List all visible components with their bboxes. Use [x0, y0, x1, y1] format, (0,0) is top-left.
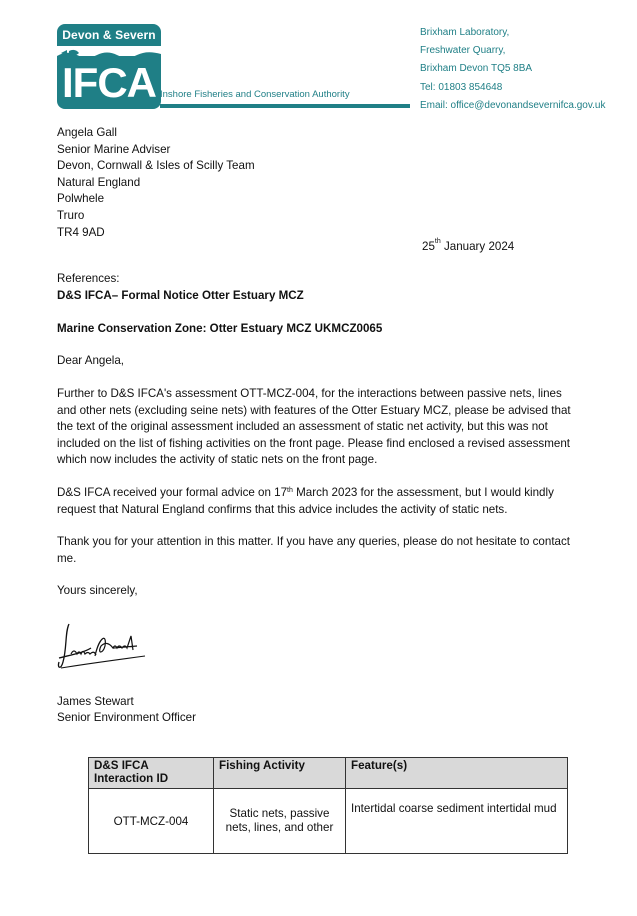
table-cell-id: OTT-MCZ-004 — [89, 789, 214, 854]
signature-image — [55, 618, 151, 674]
letter-date: 25th January 2024 — [422, 238, 515, 253]
table-row — [89, 789, 568, 854]
signatory-title: Senior Environment Officer — [57, 711, 196, 724]
salutation: Dear Angela, — [57, 354, 125, 367]
signatory-name: James Stewart — [57, 695, 134, 708]
sender-address-line: Freshwater Quarry, — [420, 45, 506, 57]
recipient-address — [57, 125, 255, 241]
table-header-features: Feature(s) — [346, 758, 568, 789]
interaction-table — [88, 757, 568, 854]
sender-address-line: Brixham Devon TQ5 8BA — [420, 63, 533, 75]
body-paragraph-3: Thank you for your attention in this matter. If you have any queries, please do not hesitate to contact me. — [57, 535, 571, 565]
table-header-id: D&S IFCA Interaction ID — [89, 758, 214, 789]
sender-address — [420, 24, 605, 115]
logo-top-text: Devon & Severn — [62, 28, 156, 42]
closing: Yours sincerely, — [57, 584, 138, 597]
body-paragraph-2: D&S IFCA received your formal advice on 17th March 2023 for the assessment, but I would kindly request that Natural England confirms that this advice includes the activity of static nets. — [57, 486, 554, 516]
logo-strapline: Inshore Fisheries and Conservation Authority — [160, 89, 350, 100]
logo-top-banner — [57, 24, 161, 46]
sender-email[interactable]: Email: office@devonandsevernifca.gov.uk — [420, 99, 606, 111]
subject-line: Marine Conservation Zone: Otter Estuary MCZ UKMCZ0065 — [57, 322, 383, 335]
recipient-line: Devon, Cornwall & Isles of Scilly Team — [57, 159, 255, 173]
body-paragraph-1: Further to D&S IFCA's assessment OTT-MCZ-004, for the interactions between passive nets, lines and other nets (excluding seine nets) with features of the Otter Estuary MCZ, please be advised that the text of the original assessment included an assessment of static net activity, but this was not included on the list of fishing activities on the front page. Please find enclosed a revised assessment which now includes the activity of static nets on the front page. — [57, 387, 571, 467]
logo-main-text: IFCA — [62, 59, 156, 106]
references-label: References: — [57, 272, 120, 285]
sender-address-line: Brixham Laboratory, — [420, 27, 510, 38]
table-cell-features: Intertidal coarse sediment intertidal mud — [346, 789, 568, 854]
sender-phone: Tel: 01803 854648 — [420, 81, 503, 93]
recipient-line: Natural England — [57, 175, 141, 189]
table-header-row — [89, 758, 568, 789]
table-header-activity: Fishing Activity — [214, 758, 346, 789]
recipient-line: Truro — [57, 208, 85, 222]
recipient-line: TR4 9AD — [57, 225, 105, 239]
logo-main-block — [57, 56, 161, 109]
reference-title: D&S IFCA– Formal Notice Otter Estuary MCZ — [57, 289, 304, 302]
logo-underline — [160, 104, 410, 108]
recipient-line: Angela Gall — [57, 126, 117, 139]
table-cell-activity: Static nets, passive nets, lines, and other — [214, 789, 346, 854]
recipient-line: Senior Marine Adviser — [57, 142, 171, 156]
recipient-line: Polwhele — [57, 192, 105, 206]
